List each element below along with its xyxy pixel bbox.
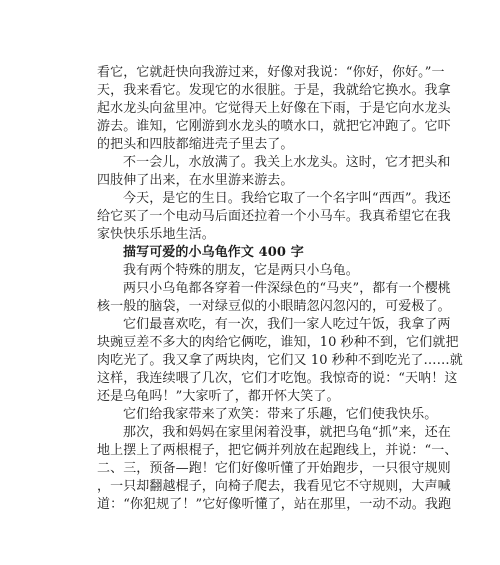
text-line: 四肢伸了出来，在水里游来游去。 bbox=[97, 173, 294, 188]
text-line: 还是乌龟吗！”大家听了，都开怀大笑了。 bbox=[97, 389, 340, 404]
text-line: 看它，它就赶快向我游过来，好像对我说：“你好，你好。”一 bbox=[97, 65, 445, 80]
document-page bbox=[97, 64, 463, 514]
paragraph-first-line: 我有两个特殊的朋友，它是两只小乌龟。 bbox=[123, 263, 359, 278]
text-line: 天，我来看它。发现它的水很脏。于是，我就给它换水。我拿 bbox=[97, 83, 451, 98]
paragraph-first-line: 它们最喜欢吃，有一次，我们一家人吃过午饭，我拿了两 bbox=[123, 317, 451, 332]
text-line: 地上摆上了两根棍子，把它俩并列放在起跑线上，并说：“一、 bbox=[97, 443, 458, 458]
text-line: ，一只却翻越棍子，向椅子爬去，我看见它不守规则，大声喊 bbox=[97, 479, 451, 494]
text-line: 块豌豆差不多大的肉给它俩吃，谁知，10 秒种不到，它们就把 bbox=[97, 335, 459, 350]
paragraph-first-line: 不一会儿，水放满了。我关上水龙头。这时，它才把头和 bbox=[123, 155, 451, 170]
text-line: 二、三，预备—跑！它们好像听懂了开始跑步，一只很守规则 bbox=[97, 461, 451, 476]
text-line: 肉吃光了。我又拿了两块肉，它们又 10 秒种不到吃光了……就 bbox=[97, 353, 463, 368]
text-line: 游去。谁知，它刚游到水龙头的喷水口，就把它冲跑了。它吓 bbox=[97, 119, 451, 134]
text-line: 这样，我连续喂了几次，它们才吃饱。我惊奇的说：“天呐！这 bbox=[97, 371, 458, 386]
section-heading: 描写可爱的小乌龟作文 400 字 bbox=[123, 245, 304, 260]
text-line: 给它买了一个电动马后面还拉着一个小马车。我真希望它在我 bbox=[97, 209, 451, 224]
text-line: 核一般的脑袋，一对绿豆似的小眼睛忽闪忽闪的，可爱极了。 bbox=[97, 299, 451, 314]
text-line: 的把头和四肢都缩进壳子里去了。 bbox=[97, 137, 294, 152]
paragraph-first-line: 今天，是它的生日。我给它取了一个名字叫“西西”。我还 bbox=[123, 191, 451, 206]
text-line: 道：“你犯规了！”它好像听懂了，站在那里，一动不动。我跑 bbox=[97, 497, 452, 512]
text-line: 起水龙头向盆里冲。它觉得天上好像在下雨，于是它向水龙头 bbox=[97, 101, 451, 116]
paragraph-first-line: 它们给我家带来了欢笑：带来了乐趣，它们使我快乐。 bbox=[123, 407, 438, 422]
paragraph-first-line: 两只小乌龟都各穿着一件深绿色的“马夹”，都有一个樱桃 bbox=[123, 281, 451, 296]
text-line: 家快快乐乐地生活。 bbox=[97, 227, 215, 242]
paragraph-first-line: 那次，我和妈妈在家里闲着没事，就把乌龟“抓”来，还在 bbox=[123, 425, 451, 440]
